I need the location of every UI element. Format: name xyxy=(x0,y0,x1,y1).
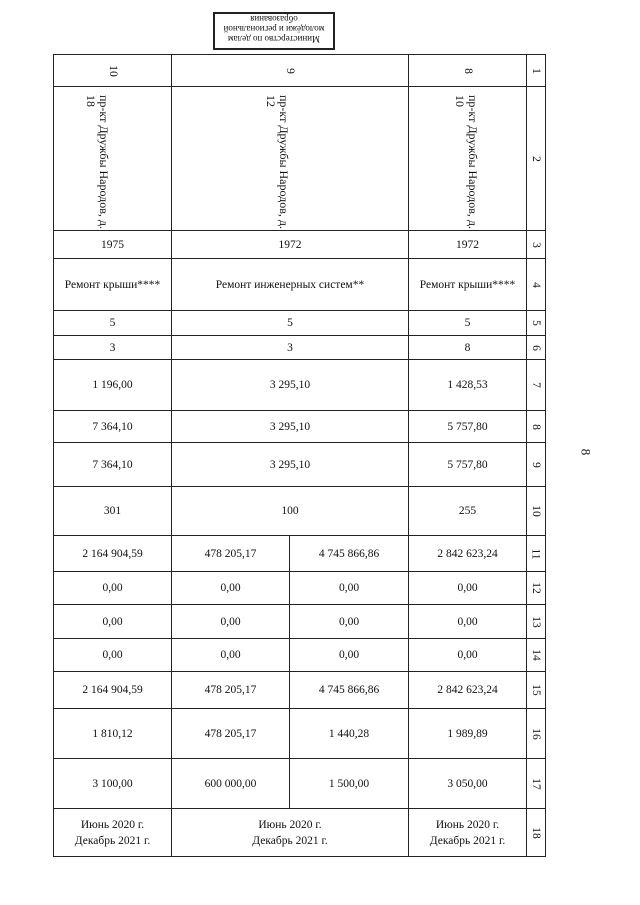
table-row xyxy=(54,360,546,411)
value-cell: 7 364,10 xyxy=(54,411,172,443)
value-cell: 1 440,28 xyxy=(290,709,409,759)
column-number: 9 xyxy=(172,55,409,87)
table-row xyxy=(54,639,546,672)
column-number: 10 xyxy=(54,55,172,87)
value-cell: 0,00 xyxy=(172,605,290,639)
table-row xyxy=(54,311,546,336)
stamp-line: молодёжи и региональной xyxy=(223,24,325,34)
row-number: 5 xyxy=(527,311,546,336)
table-row xyxy=(54,55,546,87)
row-number: 16 xyxy=(527,709,546,759)
value-cell: 0,00 xyxy=(54,572,172,605)
address-cell: пр-кт Дружбы Народов, д. 10 xyxy=(409,87,527,231)
value-cell: 1 500,00 xyxy=(290,759,409,809)
value-cell: 3 295,10 xyxy=(172,360,409,411)
table-row xyxy=(54,709,546,759)
value-cell: 0,00 xyxy=(172,639,290,672)
row-number: 12 xyxy=(527,572,546,605)
stamp-line: образования xyxy=(250,14,298,24)
value-cell: 0,00 xyxy=(409,639,527,672)
row-number: 13 xyxy=(527,605,546,639)
row-number: 11 xyxy=(527,536,546,572)
year-cell: 1972 xyxy=(172,231,409,259)
approval-stamp xyxy=(213,12,335,50)
value-cell: 5 757,80 xyxy=(409,443,527,487)
value-cell: 1 989,89 xyxy=(409,709,527,759)
row-number: 15 xyxy=(527,672,546,709)
year-cell: 1972 xyxy=(409,231,527,259)
table-row xyxy=(54,259,546,311)
value-cell: 3 xyxy=(172,336,409,360)
table-row xyxy=(54,87,546,231)
value-cell: 5 xyxy=(409,311,527,336)
value-cell: 478 205,17 xyxy=(172,709,290,759)
table-row xyxy=(54,672,546,709)
row-number: 3 xyxy=(527,231,546,259)
value-cell: 4 745 866,86 xyxy=(290,536,409,572)
period-cell: Июнь 2020 г. Декабрь 2021 г. xyxy=(54,809,172,857)
work-type-cell: Ремонт крыши**** xyxy=(54,259,172,311)
value-cell: 600 000,00 xyxy=(172,759,290,809)
value-cell: 2 164 904,59 xyxy=(54,672,172,709)
value-cell: 1 810,12 xyxy=(54,709,172,759)
value-cell: 1 196,00 xyxy=(54,360,172,411)
value-cell: 3 xyxy=(54,336,172,360)
page-number: 8 xyxy=(578,448,594,456)
table-row xyxy=(54,759,546,809)
value-cell: 0,00 xyxy=(54,605,172,639)
row-number: 10 xyxy=(527,487,546,536)
work-type-cell: Ремонт инженерных систем** xyxy=(172,259,409,311)
table-row xyxy=(54,411,546,443)
table-row xyxy=(54,605,546,639)
value-cell: 2 164 904,59 xyxy=(54,536,172,572)
table-row xyxy=(54,443,546,487)
row-number: 8 xyxy=(527,411,546,443)
table-row xyxy=(54,487,546,536)
value-cell: 5 xyxy=(172,311,409,336)
value-cell: 4 745 866,86 xyxy=(290,672,409,709)
period-cell: Июнь 2020 г. Декабрь 2021 г. xyxy=(409,809,527,857)
address-cell: пр-кт Дружбы Народов, д. 12 xyxy=(172,87,409,231)
row-number: 7 xyxy=(527,360,546,411)
table-row xyxy=(54,572,546,605)
value-cell: 7 364,10 xyxy=(54,443,172,487)
value-cell: 0,00 xyxy=(290,572,409,605)
value-cell: 5 xyxy=(54,311,172,336)
value-cell: 478 205,17 xyxy=(172,536,290,572)
value-cell: 2 842 623,24 xyxy=(409,672,527,709)
value-cell: 3 295,10 xyxy=(172,411,409,443)
table-row xyxy=(54,231,546,259)
value-cell: 3 100,00 xyxy=(54,759,172,809)
work-type-cell: Ремонт крыши**** xyxy=(409,259,527,311)
row-number: 17 xyxy=(527,759,546,809)
value-cell: 0,00 xyxy=(409,605,527,639)
period-cell: Июнь 2020 г. Декабрь 2021 г. xyxy=(172,809,409,857)
table-row xyxy=(54,536,546,572)
value-cell: 5 757,80 xyxy=(409,411,527,443)
value-cell: 255 xyxy=(409,487,527,536)
value-cell: 0,00 xyxy=(290,639,409,672)
row-number: 18 xyxy=(527,809,546,857)
value-cell: 0,00 xyxy=(54,639,172,672)
address-cell: пр-кт Дружбы Народов, д. 18 xyxy=(54,87,172,231)
repair-table xyxy=(53,54,546,857)
value-cell: 8 xyxy=(409,336,527,360)
value-cell: 301 xyxy=(54,487,172,536)
value-cell: 3 295,10 xyxy=(172,443,409,487)
row-number: 14 xyxy=(527,639,546,672)
row-number: 4 xyxy=(527,259,546,311)
value-cell: 2 842 623,24 xyxy=(409,536,527,572)
table-row xyxy=(54,336,546,360)
value-cell: 100 xyxy=(172,487,409,536)
value-cell: 0,00 xyxy=(290,605,409,639)
value-cell: 3 050,00 xyxy=(409,759,527,809)
row-number: 9 xyxy=(527,443,546,487)
row-number: 1 xyxy=(527,55,546,87)
row-number: 2 xyxy=(527,87,546,231)
value-cell: 478 205,17 xyxy=(172,672,290,709)
value-cell: 1 428,53 xyxy=(409,360,527,411)
table-row xyxy=(54,809,546,857)
row-number: 6 xyxy=(527,336,546,360)
stamp-line: Министерство по делам xyxy=(227,34,321,44)
value-cell: 0,00 xyxy=(172,572,290,605)
column-number: 8 xyxy=(409,55,527,87)
year-cell: 1975 xyxy=(54,231,172,259)
value-cell: 0,00 xyxy=(409,572,527,605)
